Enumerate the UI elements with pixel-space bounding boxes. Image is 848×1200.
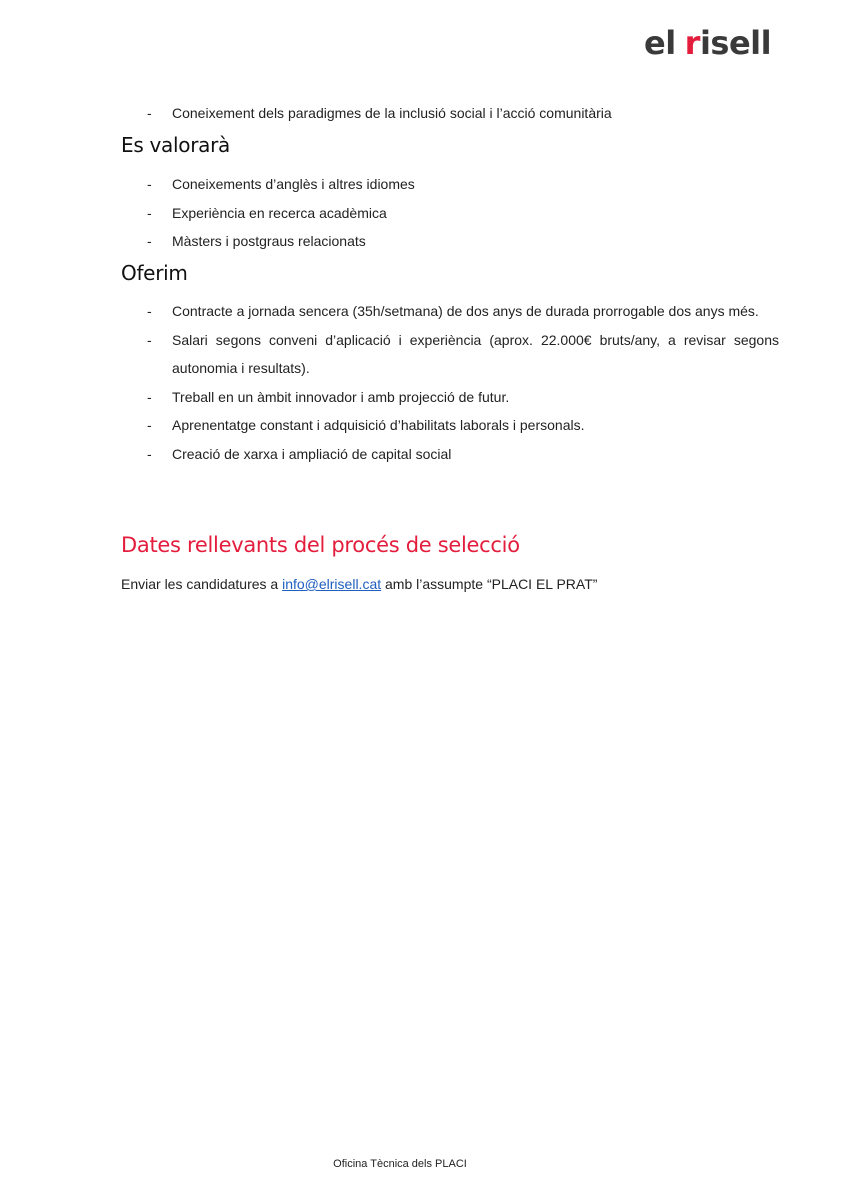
list-dash: - bbox=[147, 105, 152, 121]
list-dash: - bbox=[147, 445, 152, 462]
logo-text-r: r bbox=[684, 24, 700, 62]
list-dash: - bbox=[147, 204, 152, 221]
valorara-list bbox=[121, 170, 779, 256]
email-link[interactable]: info@elrisell.cat bbox=[282, 576, 382, 592]
section-heading-valorara: Es valorarà bbox=[121, 133, 230, 157]
section-heading-oferim: Oferim bbox=[121, 261, 188, 285]
list-dash: - bbox=[147, 176, 152, 192]
top-list bbox=[121, 99, 779, 128]
logo bbox=[644, 24, 771, 70]
list-item: - Coneixement dels paradigmes de la inclusió social i l’acció comunitària bbox=[121, 99, 779, 128]
list-item: - Experiència en recerca acadèmica bbox=[121, 199, 779, 228]
list-item: - Aprenentatge constant i adquisició d’habilitats laborals i personals. bbox=[121, 411, 779, 440]
list-item: - Treball en un àmbit innovador i amb projecció de futur. bbox=[121, 383, 779, 412]
page-footer: Oficina Tècnica dels PLACI bbox=[333, 1158, 467, 1170]
logo-text-el: el bbox=[644, 24, 676, 62]
list-item: - Salari segons conveni d’aplicació i experiència (aprox. 22.000€ bruts/any, a revisar segons autonomia i resultats). bbox=[121, 326, 779, 383]
logo-r-mark bbox=[685, 24, 700, 62]
section-heading-dates: Dates rellevants del procés de selecció bbox=[121, 533, 520, 557]
list-item: - Creació de xarxa i ampliació de capital social bbox=[121, 440, 779, 469]
oferim-list bbox=[121, 297, 779, 468]
list-item: - Coneixements d’anglès i altres idiomes bbox=[121, 170, 779, 199]
list-item: - Contracte a jornada sencera (35h/setmana) de dos anys de durada prorrogable dos anys més. bbox=[121, 297, 779, 326]
dates-sentence: Enviar les candidatures a info@elrisell.cat amb l’assumpte “PLACI EL PRAT” bbox=[121, 576, 598, 592]
list-dash: - bbox=[147, 331, 152, 348]
list-dash: - bbox=[147, 303, 152, 319]
list-dash: - bbox=[147, 417, 152, 433]
list-item: - Màsters i postgraus relacionats bbox=[121, 227, 779, 256]
list-dash: - bbox=[147, 388, 152, 405]
list-dash: - bbox=[147, 233, 152, 249]
logo-text-isell: isell bbox=[699, 24, 772, 62]
